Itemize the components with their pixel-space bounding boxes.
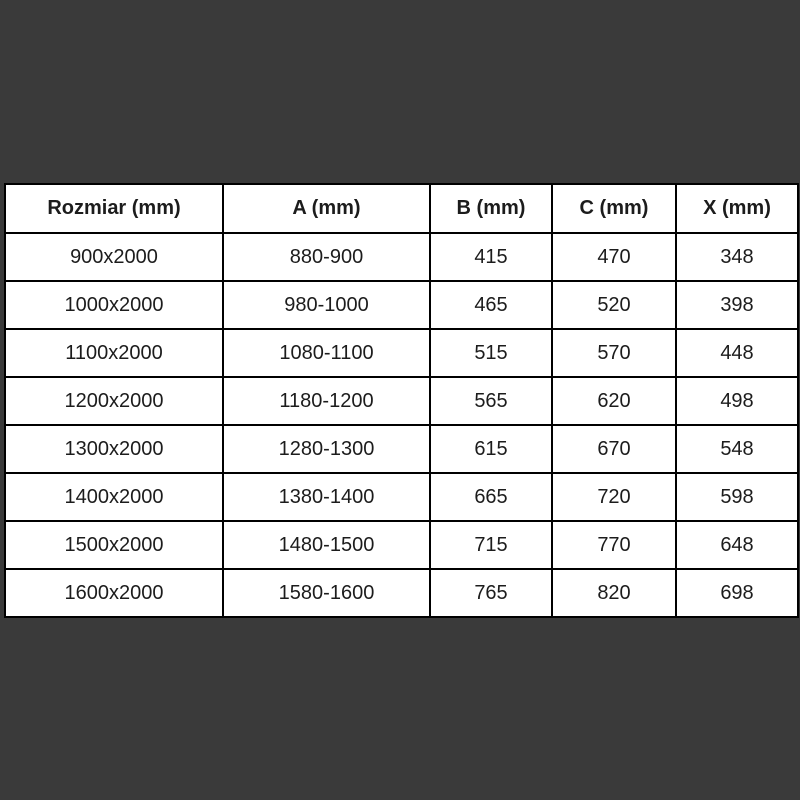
table-cell: 598 bbox=[676, 473, 798, 521]
table-cell: 715 bbox=[430, 521, 552, 569]
table-cell: 615 bbox=[430, 425, 552, 473]
table-cell: 770 bbox=[552, 521, 676, 569]
table-cell: 1400x2000 bbox=[5, 473, 223, 521]
table-cell: 465 bbox=[430, 281, 552, 329]
table-cell: 398 bbox=[676, 281, 798, 329]
table-cell: 470 bbox=[552, 233, 676, 281]
size-spec-table-container bbox=[4, 183, 799, 618]
table-row bbox=[5, 473, 798, 521]
table-cell: 1300x2000 bbox=[5, 425, 223, 473]
table-cell: 1100x2000 bbox=[5, 329, 223, 377]
header-cell-x: X (mm) bbox=[676, 184, 798, 233]
table-cell: 498 bbox=[676, 377, 798, 425]
table-cell: 1580-1600 bbox=[223, 569, 430, 617]
table-cell: 570 bbox=[552, 329, 676, 377]
table-cell: 820 bbox=[552, 569, 676, 617]
table-row bbox=[5, 521, 798, 569]
header-cell-b: B (mm) bbox=[430, 184, 552, 233]
table-cell: 765 bbox=[430, 569, 552, 617]
table-cell: 1280-1300 bbox=[223, 425, 430, 473]
table-cell: 520 bbox=[552, 281, 676, 329]
table-cell: 1500x2000 bbox=[5, 521, 223, 569]
header-cell-rozmiar: Rozmiar (mm) bbox=[5, 184, 223, 233]
table-row bbox=[5, 281, 798, 329]
table-cell: 548 bbox=[676, 425, 798, 473]
table-cell: 648 bbox=[676, 521, 798, 569]
header-cell-a: A (mm) bbox=[223, 184, 430, 233]
table-cell: 620 bbox=[552, 377, 676, 425]
table-cell: 1600x2000 bbox=[5, 569, 223, 617]
table-row bbox=[5, 329, 798, 377]
table-cell: 670 bbox=[552, 425, 676, 473]
table-cell: 1380-1400 bbox=[223, 473, 430, 521]
table-cell: 698 bbox=[676, 569, 798, 617]
table-cell: 1000x2000 bbox=[5, 281, 223, 329]
table-cell: 565 bbox=[430, 377, 552, 425]
table-cell: 1480-1500 bbox=[223, 521, 430, 569]
table-cell: 900x2000 bbox=[5, 233, 223, 281]
header-cell-c: C (mm) bbox=[552, 184, 676, 233]
table-cell: 415 bbox=[430, 233, 552, 281]
table-row bbox=[5, 377, 798, 425]
table-cell: 348 bbox=[676, 233, 798, 281]
table-cell: 980-1000 bbox=[223, 281, 430, 329]
header-row bbox=[5, 184, 798, 233]
table-cell: 720 bbox=[552, 473, 676, 521]
table-cell: 880-900 bbox=[223, 233, 430, 281]
table-cell: 1200x2000 bbox=[5, 377, 223, 425]
table-row bbox=[5, 569, 798, 617]
table-cell: 448 bbox=[676, 329, 798, 377]
table-cell: 515 bbox=[430, 329, 552, 377]
table-row bbox=[5, 425, 798, 473]
table-row bbox=[5, 233, 798, 281]
table-cell: 1080-1100 bbox=[223, 329, 430, 377]
size-spec-table bbox=[4, 183, 799, 618]
table-cell: 665 bbox=[430, 473, 552, 521]
table-cell: 1180-1200 bbox=[223, 377, 430, 425]
